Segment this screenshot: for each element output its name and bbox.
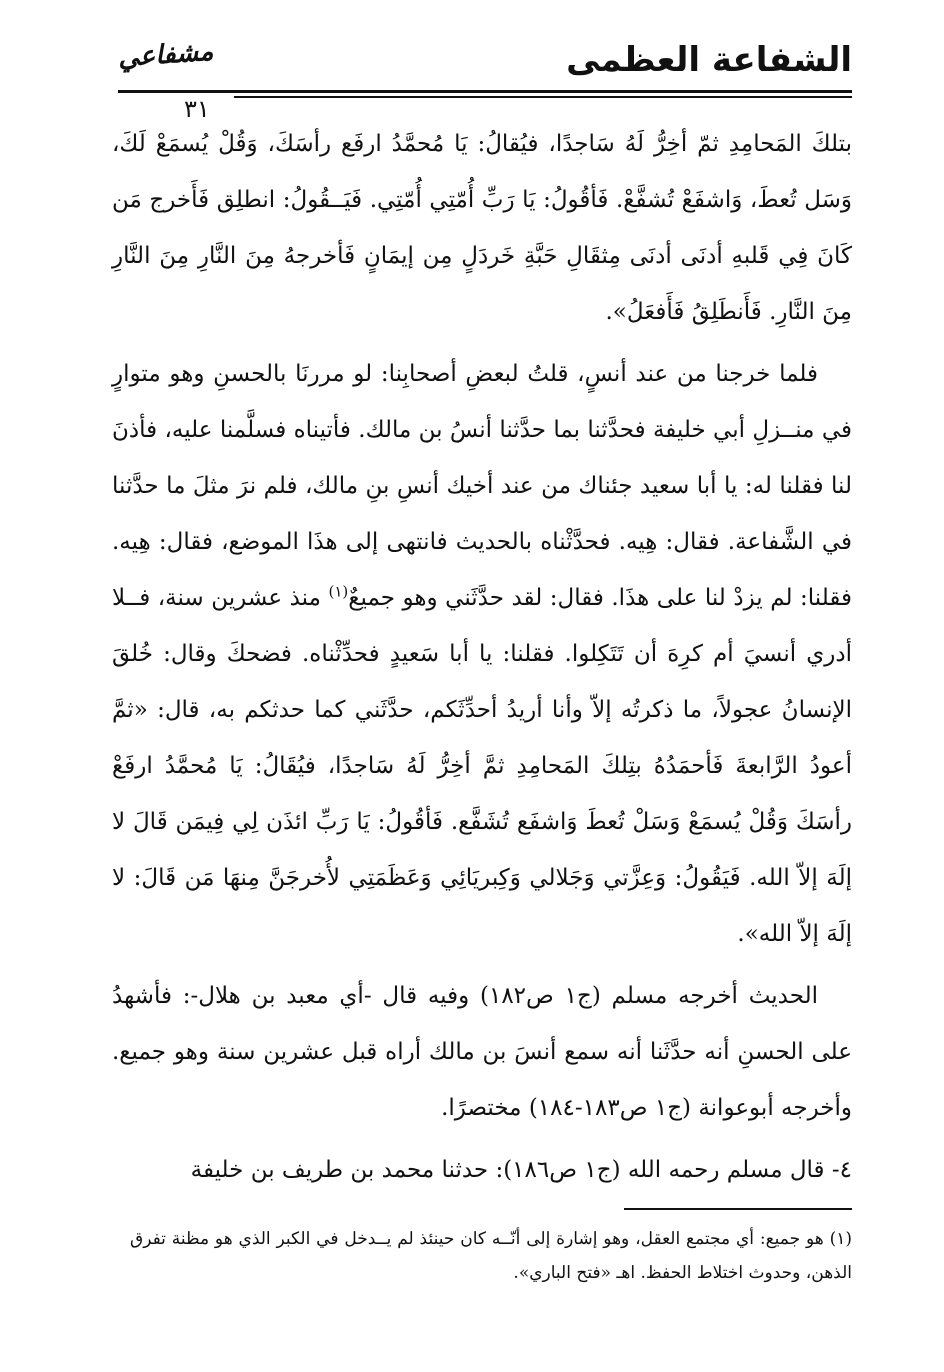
paragraph-narration <box>112 346 852 962</box>
footnote-separator <box>624 1208 852 1210</box>
paragraph-narration-text: فلما خرجنا من عند أنسٍ، قلتُ لبعضِ أصحابِنا: لو مررنَا بالحسنِ وهو متوارٍ في منــزلِ أبي خليفة فحدَّثنا بما حدَّثنا أنسُ بن مالك. فأتيناه فسلَّمنا عليه، فأذنَ لنا فقلنا له: يا أبا سعيد جئناك من عند أخيك أنسِ بنِ مالك، فلم نرَ مثلَ ما حدَّثنا في الشَّفاعة. فقال: هِيه. فحدَّثْناه بالحديث فانتهى إلى هذَا الموضع، فقال: هِيه. فقلنا: لم يزدْ لنا على هذَا. فقال: لقد حدَّثَني وهو جميعٌ <box>112 361 852 611</box>
paragraph-next-hadith: ٤- قال مسلم رحمه الله (ج١ ص١٨٦): حدثنا محمد بن طريف بن خليفة <box>190 1157 852 1183</box>
handwritten-stamp: مشفاعي <box>117 36 215 74</box>
running-header <box>117 36 852 123</box>
footnote-marker: (١) <box>328 582 349 601</box>
footnote: (١) هو جميع: أي مجتمع العقل، وهو إشارة إلى أنّــه كان حينئذ لم يــدخل في الكبر الذي هو مظنة تفرق الذهن، وحدوث اختلاط الحفظ. اهـ «فتح الباري». <box>130 1229 852 1283</box>
paragraph-hadith-continued: بتلكَ المَحامِدِ ثمّ أخِرُّ لَهُ سَاجدًا، فيُقالُ: يَا مُحمَّدُ ارفَع رأسَكَ، وَقُلْ يُسمَعْ لَكَ، وَسَل تُعطَ، وَاشفَعْ تُشفَّعْ. فَأقُولُ: يَا رَبِّ أُمّتِي أُمّتِي. فَيَــقُولُ: انطلِق فَأَخرج مَن كَانَ فِي قَلبهِ أدنَى أدنَى مِثقَالِ حَبَّةِ خَردَلٍ مِن إيمَانٍ فَأخرجهُ مِنَ النَّارِ مِنَ النَّارِ مِنَ النَّارِ. فَأَنطَلِقُ فَأَفعَلُ». <box>112 131 852 325</box>
header-rule <box>118 90 852 93</box>
header-rule-secondary <box>234 96 852 98</box>
page-number: ٣١ <box>184 95 210 123</box>
main-text <box>112 116 852 1198</box>
running-title: الشفاعة العظمى <box>566 40 852 80</box>
paragraph-narration-continued: منذ عشرين سنة، فــلا أدري أنسيَ أم كرِهَ أن تَتَكِلوا. فقلنا: يا أبا سَعيدٍ فحدِّثْناه. فضحكَ وقال: خُلقَ الإنسانُ عجولاً، ما ذكرتُه إلاّ وأنا أريدُ أحدِّثَكم، حدَّثَني كما حدثكم به، قال: «ثمَّ أعودُ الرَّابعةَ فَأحمَدُهُ بتِلكَ المَحامِدِ ثمَّ أخِرُّ لَهُ سَاجدًا، فيُقَالُ: يَا مُحمَّدُ ارفَعْ رأسَكَ وَقُلْ يُسمَعْ وَسَلْ تُعطَ وَاشفَع تُشَفَّع. فَأقُولُ: يَا رَبِّ ائذَن لِي فِيمَن قَالَ لا إلَهَ إلاّ الله. فَيَقُولُ: وَعِزَّتي وَجَلالي وَكِبريَائِي وَعَظَمَتِي لأُخرجَنَّ مِنهَا مَن قَالَ: لا إلَهَ إلاّ الله». <box>112 585 852 947</box>
paragraph-takhrij: الحديث أخرجه مسلم (ج١ ص١٨٢) وفيه قال -أي معبد بن هلال-: فأشهدُ على الحسنِ أنه حدَّثَنا أنه سمع أنسَ بن مالك أراه قبل عشرين سنة وهو جميع. وأخرجه أبوعوانة (ج١ ص١٨٣-١٨٤) مختصرًا. <box>112 983 852 1121</box>
